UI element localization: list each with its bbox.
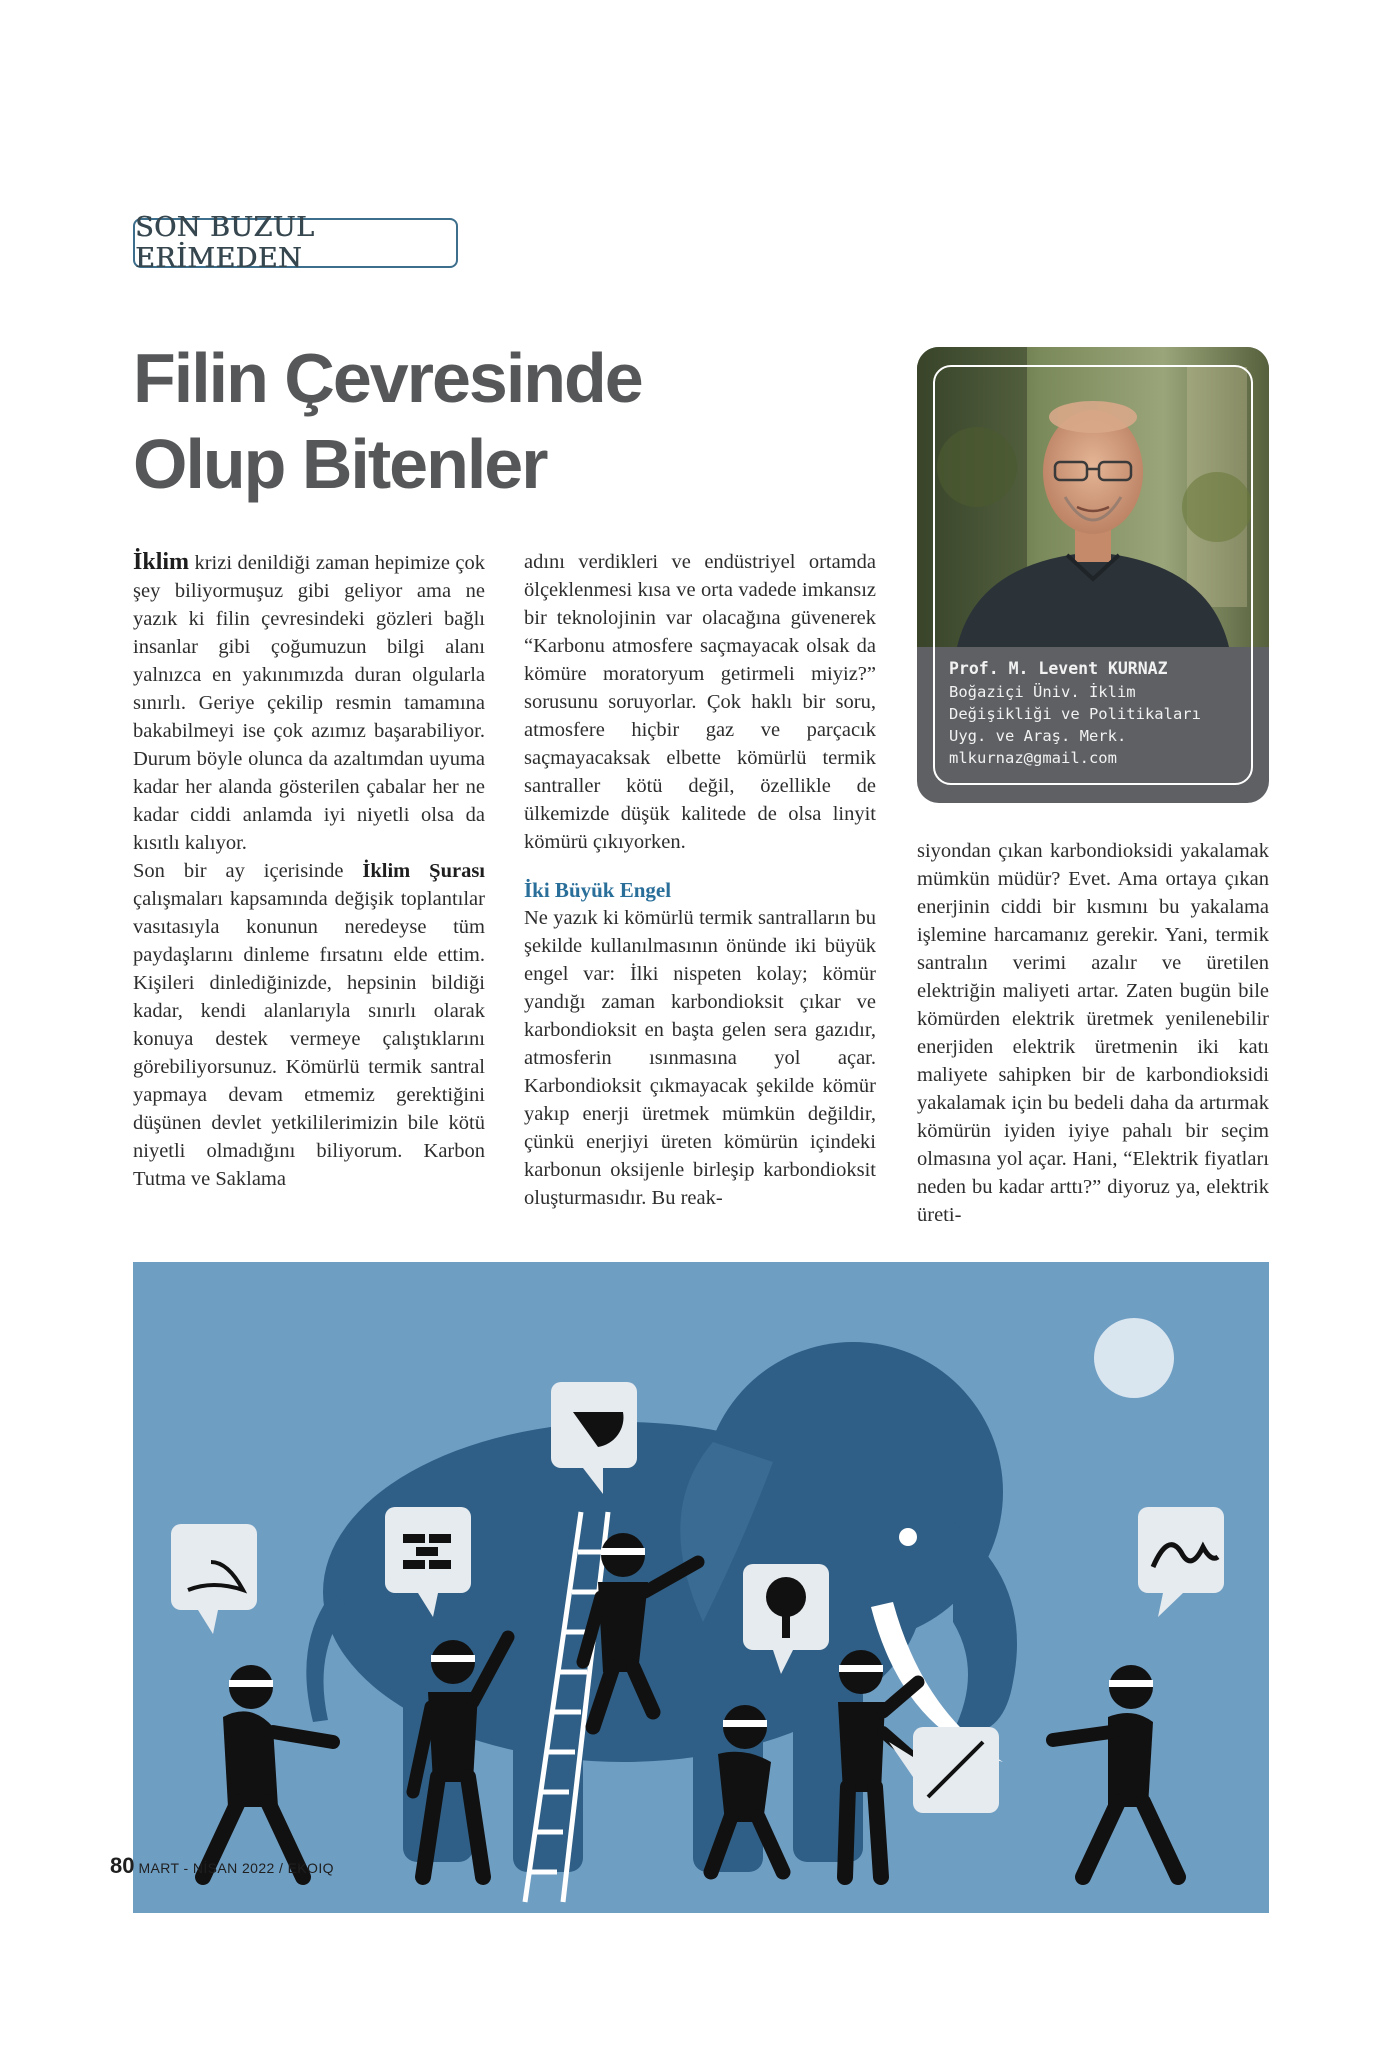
author-affiliation-1: Boğaziçi Üniv. İklim: [949, 683, 1136, 701]
bubble-spear: [889, 1727, 999, 1813]
bubble-snake: [171, 1524, 257, 1634]
page-number: 80: [110, 1853, 135, 1878]
paragraph: siyondan çıkan karbondioksidi yakalamak mümkün müdür? Evet. Ama ortaya çıkan enerjinin ciddi bir kısmını bu yakalama işlemine harcamanız gerekir. Yani, termik santralın verimi azalır ve üretilen elektriğin maliyeti artar. Zaten bugün bile kömürden elektrik üretmek yenilenebilir enerjiden elektrik üretmenin iki katı maliyete sahipken bir de karbondioksidi yakalamak için bu bedeli daha da artırmak kömürün iyiden iyiye pahalı bir seçim olmasına yol açar. Hani, “Elektrik fiyatları neden bu kadar arttı?” diyoruz ya, elektrik üreti-: [917, 840, 1269, 1226]
author-name: Prof. M. Levent KURNAZ: [949, 659, 1168, 678]
section-tag-label: SON BUZUL ERİMEDEN: [135, 212, 315, 274]
author-info: [949, 657, 1249, 769]
body-column-1: [133, 548, 485, 1193]
author-email: mlkurnaz@gmail.com: [949, 749, 1117, 767]
moon: [1094, 1318, 1174, 1398]
section-tag: [133, 212, 458, 274]
paragraph: Ne yazık ki kömürlü termik santralların bu şekilde kullanılmasının önünde iki büyük engel var: İlki nispeten kolay; kömür yandığı zaman karbondioksit çıkar ve karbondioksit en başta gelen sera gazıdır, atmosferin ısınmasına yol açar. Karbondioksit çıkmayacak şekilde kömür yakıp enerji üretmek mümkün değildir, çünkü enerjiyi üreten kömürün içindeki karbonun oksijenle birleşip karbondioksit oluşturmasıdır. Bu reak-: [524, 907, 876, 1209]
paragraph: adını verdikleri ve endüstriyel ortamda ölçeklenmesi kısa ve orta vadede imkansız bir teknolojinin var olacağına güvenerek “Karbonu atmosfere saçmayacak olsak da kömüre moratoryum getirmeli miyiz?” sorusunu soruyorlar. Çok haklı bir soru, atmosfere hiçbir gaz ve parçacık saçmayacaksak elbette kömürlü termik santraller kötü değil, özellikle de ülkemizde düşük kalitede de olsa linyit kömürü çıkıyorken.: [524, 551, 876, 853]
article-title: [133, 335, 693, 507]
elephant-illustration: [133, 1262, 1269, 1913]
paragraph-text: çalışmaları kapsamında değişik toplantılar vasıtasıyla konunun neredeyse tüm paydaşlarını dinleme fırsatını elde ettim. Kişileri dinlediğinizde, hepsinin bildiği kadar, kendi alanlarıyla sınırlı olarak konuya destek vermeye çalıştıklarını görebiliyorsunuz. Kömürlü termik santral yapmaya devam etmemiz gerektiğini düşünen devlet yetkililerimizin bile kötü niyetli olmadığını biliyorum. Karbon Tutma ve Saklama: [133, 888, 485, 1190]
elephant-eye: [899, 1528, 917, 1546]
subheading: İki Büyük Engel: [524, 878, 672, 902]
title-line-2: Olup Bitenler: [133, 425, 547, 503]
title-line-1: Filin Çevresinde: [133, 339, 642, 417]
body-column-2: [524, 548, 876, 1212]
paragraph: [133, 548, 485, 857]
body-column-3: [917, 837, 1269, 1229]
author-affiliation-3: Uyg. ve Araş. Merk.: [949, 727, 1127, 745]
bold-term: İklim Şurası: [362, 860, 485, 882]
bubble-rope: [1138, 1507, 1224, 1617]
lead-word: İklim: [133, 549, 190, 575]
illustration-svg: [133, 1262, 1269, 1913]
paragraph-text: Son bir ay içerisinde: [133, 860, 363, 882]
author-affiliation-2: Değişikliği ve Politikaları: [949, 705, 1201, 723]
paragraph: [133, 857, 485, 1193]
author-card: [917, 347, 1269, 803]
paragraph-text: krizi denildiği zaman hepimize çok şey biliyormuşuz gibi geliyor ama ne yazık ki filin çevresindeki gözleri bağlı insanlar gibi çoğumuzun bilgi alanı yalnızca en yakınımızda duran olgularla sınırlı. Geriye çekilip resmin tamamına bakabilmeyi ise çok azımız başarabiliyor. Durum böyle olunca da azaltımdan uyuma kadar her alanda gösterilen çabalar her ne kadar ciddi anlamda iyi niyetli olsa da kısıtlı kalıyor.: [133, 552, 485, 854]
issue-info: MART - NİSAN 2022 / EKOIQ: [138, 1860, 334, 1876]
page-footer: [110, 1853, 334, 1879]
